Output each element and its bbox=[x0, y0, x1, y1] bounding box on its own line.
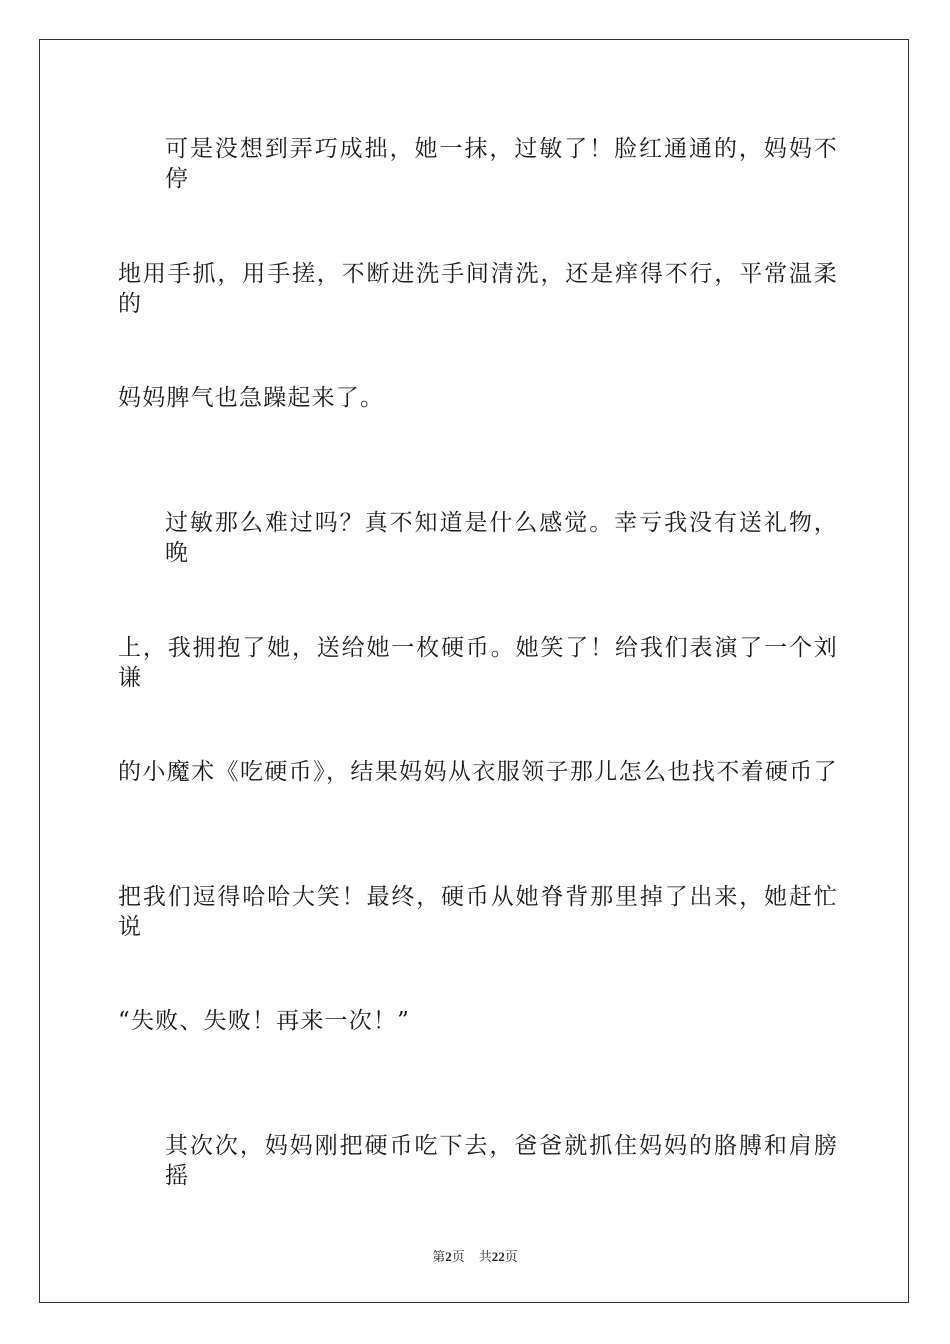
page-prefix: 第 bbox=[432, 1249, 446, 1264]
paragraph-2-line-5: “失败、失败！再来一次！” bbox=[118, 1008, 411, 1034]
paragraph-1-line-3: 妈妈脾气也急躁起来了。 bbox=[118, 385, 385, 411]
paragraph-1-line-2: 地用手抓，用手搓，不断进洗手间清洗，还是痒得不行，平常温柔的 bbox=[118, 261, 838, 317]
page-footer bbox=[0, 1246, 950, 1265]
paragraph-3-line-1: 其次次，妈妈刚把硬币吃下去，爸爸就抓住妈妈的胳膊和肩膀摇 bbox=[165, 1133, 838, 1189]
total-pages: 22 bbox=[491, 1249, 505, 1264]
page-number: 2 bbox=[445, 1249, 452, 1264]
total-prefix: 共 bbox=[478, 1249, 492, 1264]
paragraph-2-line-1: 过敏那么难过吗？真不知道是什么感觉。幸亏我没有送礼物，晚 bbox=[165, 510, 838, 566]
paragraph-1-line-1: 可是没想到弄巧成拙，她一抹，过敏了！脸红通通的，妈妈不停 bbox=[165, 136, 838, 192]
paragraph-2-line-4: 把我们逗得哈哈大笑！最终，硬币从她脊背那里掉了出来，她赶忙说 bbox=[118, 884, 838, 940]
paragraph-2-line-3: 的小魔术《吃硬币》，结果妈妈从衣服领子那儿怎么也找不着硬币了 bbox=[118, 759, 838, 785]
page-suffix: 页 bbox=[451, 1249, 465, 1264]
total-suffix: 页 bbox=[504, 1249, 518, 1264]
paragraph-2-line-2: 上，我拥抱了她，送给她一枚硬币。她笑了！给我们表演了一个刘谦 bbox=[118, 635, 838, 691]
